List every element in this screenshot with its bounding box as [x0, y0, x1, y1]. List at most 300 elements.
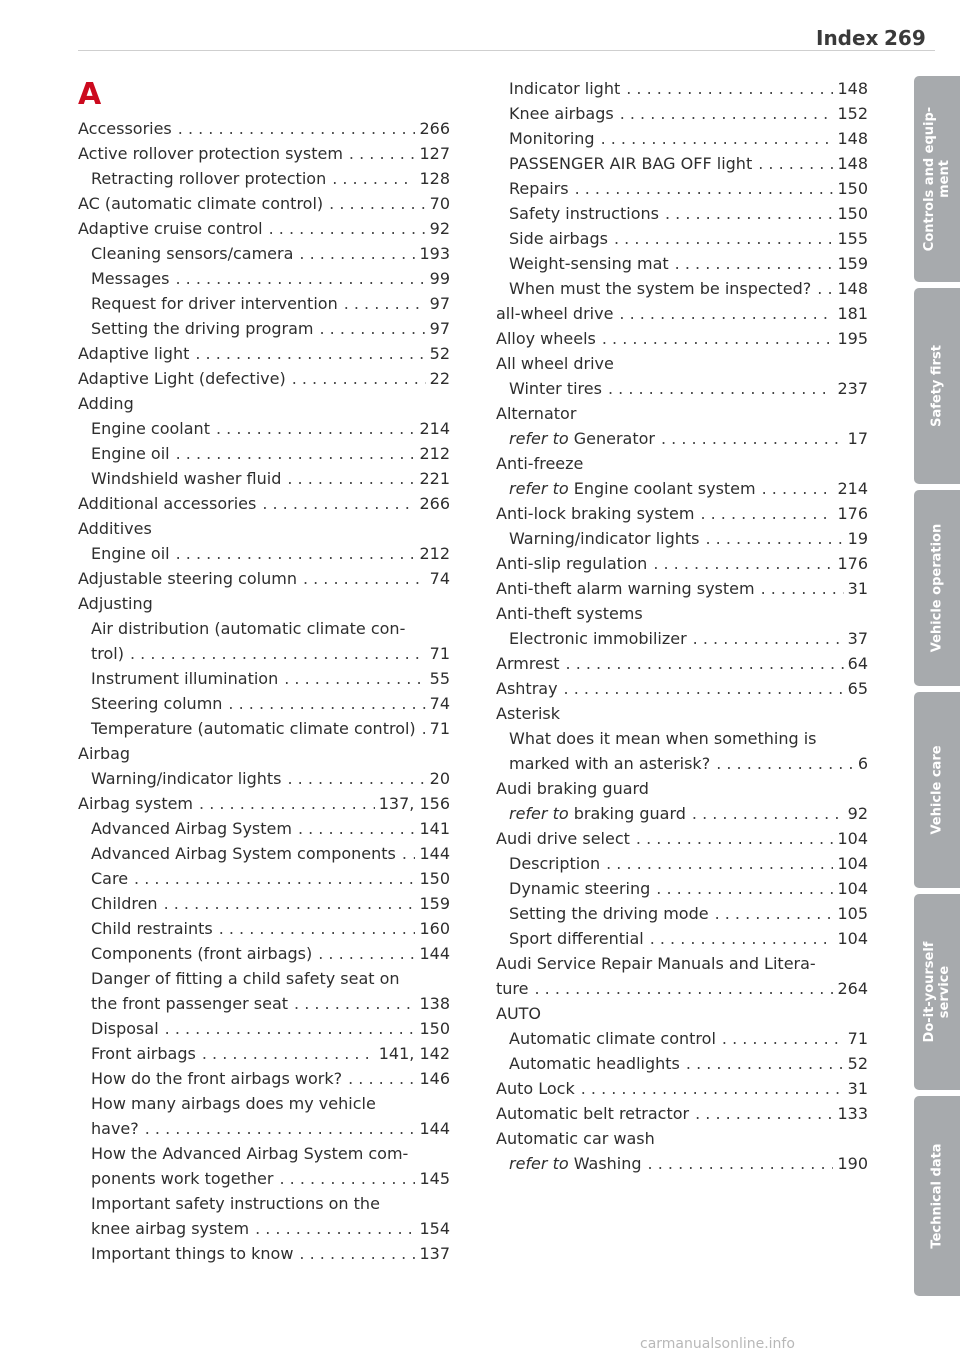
entry-pages: 221 — [419, 469, 450, 488]
index-entry — [78, 966, 450, 991]
entry-label: Alternator — [496, 404, 577, 423]
index-entry — [496, 151, 868, 176]
entry-pages: 92 — [429, 219, 450, 238]
refer-to-text: refer to — [509, 804, 569, 823]
index-entry — [78, 1066, 450, 1091]
leader-dots — [299, 241, 415, 266]
index-entry — [496, 1101, 868, 1126]
entry-pages: 128 — [419, 169, 450, 188]
index-entry — [496, 126, 868, 151]
entry-pages: 214 — [419, 419, 450, 438]
entry-pages: 22 — [429, 369, 450, 388]
leader-dots — [298, 816, 416, 841]
index-entry — [496, 901, 868, 926]
entry-pages: 154 — [419, 1219, 450, 1238]
entry-label: Adaptive light — [78, 344, 190, 363]
index-entry — [78, 541, 450, 566]
entry-label: Safety instructions — [509, 204, 659, 223]
entry-label: marked with an asterisk? — [509, 754, 711, 773]
entry-pages: 193 — [419, 244, 450, 263]
index-entry — [78, 1141, 450, 1166]
leader-dots — [695, 1101, 833, 1126]
index-entry — [78, 291, 450, 316]
entry-label: Messages — [91, 269, 170, 288]
entry-pages: 17 — [847, 429, 868, 448]
entry-pages: 150 — [837, 204, 868, 223]
index-entry — [496, 826, 868, 851]
leader-dots — [650, 926, 834, 951]
entry-pages: 141 — [419, 819, 450, 838]
entry-label: Anti-theft systems — [496, 604, 643, 623]
index-entry — [496, 426, 868, 451]
entry-label: Advanced Airbag System components — [91, 844, 396, 863]
leader-dots — [762, 476, 834, 501]
entry-label: Auto Lock — [496, 1079, 575, 1098]
leader-dots — [332, 166, 415, 191]
leader-dots — [601, 126, 834, 151]
leader-dots — [606, 851, 833, 876]
entry-label: Retracting rollover protection — [91, 169, 327, 188]
index-entry — [496, 351, 868, 376]
entry-label: Weight-sensing mat — [509, 254, 669, 273]
entry-pages: 159 — [837, 254, 868, 273]
entry-label: Armrest — [496, 654, 560, 673]
leader-dots — [636, 826, 834, 851]
entry-label: Disposal — [91, 1019, 159, 1038]
entry-label: Alloy wheels — [496, 329, 596, 348]
entry-pages: 160 — [419, 919, 450, 938]
index-entry — [78, 341, 450, 366]
entry-label: Front airbags — [91, 1044, 196, 1063]
entry-pages: 190 — [837, 1154, 868, 1173]
entry-pages: 6 — [857, 754, 868, 773]
leader-dots — [176, 541, 416, 566]
entry-label: all-wheel drive — [496, 304, 614, 323]
entry-pages: 195 — [837, 329, 868, 348]
index-entry — [496, 1051, 868, 1076]
index-entry — [496, 501, 868, 526]
index-entry — [78, 591, 450, 616]
entry-label: Additional accessories — [78, 494, 257, 513]
entry-label: Automatic belt retractor — [496, 1104, 690, 1123]
leader-dots — [692, 801, 844, 826]
entry-pages: 148 — [837, 154, 868, 173]
index-entry — [78, 1041, 450, 1066]
entry-label: trol) — [91, 644, 124, 663]
leader-dots — [202, 1041, 375, 1066]
leader-dots — [175, 266, 425, 291]
entry-label: What does it mean when something is — [509, 729, 817, 748]
chapter-tab-label: Controls and equip- ment — [922, 106, 952, 252]
index-entry — [496, 876, 868, 901]
entry-label: Accessories — [78, 119, 172, 138]
running-header-title: Index — [816, 26, 879, 50]
index-entry — [496, 701, 868, 726]
index-column-left — [78, 116, 450, 1266]
index-entry — [496, 551, 868, 576]
entry-label: Setting the driving mode — [509, 904, 709, 923]
leader-dots — [686, 1051, 844, 1076]
index-entry — [496, 626, 868, 651]
entry-pages: 52 — [429, 344, 450, 363]
index-entry — [78, 466, 450, 491]
entry-pages: 52 — [847, 1054, 868, 1073]
index-entry — [78, 1241, 450, 1266]
entry-pages: 159 — [419, 894, 450, 913]
entry-label: Monitoring — [509, 129, 595, 148]
index-entry — [496, 751, 868, 776]
index-entry — [78, 816, 450, 841]
leader-dots — [145, 1116, 416, 1141]
index-entry — [78, 616, 450, 641]
entry-label: Audi drive select — [496, 829, 630, 848]
leader-dots — [402, 841, 416, 866]
entry-pages: 138 — [419, 994, 450, 1013]
entry-label: Indicator light — [509, 79, 621, 98]
leader-dots — [262, 491, 415, 516]
leader-dots — [693, 626, 844, 651]
entry-label: Sport differential — [509, 929, 644, 948]
index-entry — [78, 491, 450, 516]
entry-target: Washing — [573, 1154, 642, 1173]
entry-pages: 104 — [837, 829, 868, 848]
index-entry — [78, 1166, 450, 1191]
leader-dots — [566, 651, 844, 676]
section-letter: A — [78, 77, 102, 112]
refer-to-text: refer to — [509, 1154, 569, 1173]
entry-label: ture — [496, 979, 529, 998]
leader-dots — [344, 291, 426, 316]
entry-label: Engine coolant — [91, 419, 210, 438]
entry-label: Advanced Airbag System — [91, 819, 292, 838]
leader-dots — [219, 916, 416, 941]
entry-pages: 74 — [429, 569, 450, 588]
index-entry — [496, 526, 868, 551]
entry-label: Anti-lock braking system — [496, 504, 695, 523]
index-entry — [78, 516, 450, 541]
entry-pages: 64 — [847, 654, 868, 673]
leader-dots — [284, 666, 425, 691]
entry-label: the front passenger seat — [91, 994, 289, 1013]
entry-pages: 212 — [419, 444, 450, 463]
index-entry — [496, 776, 868, 801]
index-entry — [496, 476, 868, 501]
index-entry — [78, 941, 450, 966]
index-entry — [496, 176, 868, 201]
entry-label: AUTO — [496, 1004, 542, 1023]
index-entry — [78, 916, 450, 941]
entry-pages: 133 — [837, 1104, 868, 1123]
entry-pages: 104 — [837, 879, 868, 898]
index-entry — [496, 801, 868, 826]
index-entry — [496, 1001, 868, 1026]
refer-to-text: refer to — [509, 479, 569, 498]
entry-pages: 74 — [429, 694, 450, 713]
leader-dots — [422, 716, 426, 741]
entry-pages: 212 — [419, 544, 450, 563]
chapter-tab[interactable] — [914, 76, 960, 282]
index-entry — [496, 401, 868, 426]
entry-label: Warning/indicator lights — [91, 769, 282, 788]
header-rule — [78, 50, 935, 51]
entry-pages: 71 — [847, 1029, 868, 1048]
index-entry — [496, 201, 868, 226]
index-entry — [78, 166, 450, 191]
entry-label: Instrument illumination — [91, 669, 279, 688]
leader-dots — [661, 426, 844, 451]
chapter-tab-label: Vehicle care — [929, 745, 945, 835]
entry-pages: 97 — [429, 294, 450, 313]
index-entry — [496, 1126, 868, 1151]
index-entry — [78, 791, 450, 816]
entry-pages: 71 — [429, 644, 450, 663]
leader-dots — [581, 1076, 844, 1101]
index-entry — [78, 141, 450, 166]
entry-label — [509, 476, 756, 501]
entry-pages: 99 — [429, 269, 450, 288]
index-entry — [78, 191, 450, 216]
leader-dots — [292, 366, 426, 391]
entry-label — [509, 426, 655, 451]
entry-label: Ashtray — [496, 679, 558, 698]
entry-label: Engine oil — [91, 444, 170, 463]
entry-target: Generator — [573, 429, 655, 448]
index-entry — [78, 641, 450, 666]
leader-dots — [165, 1016, 416, 1041]
leader-dots — [303, 566, 426, 591]
entry-pages: 155 — [837, 229, 868, 248]
leader-dots — [176, 441, 416, 466]
leader-dots — [722, 1026, 844, 1051]
entry-label: Automatic headlights — [509, 1054, 680, 1073]
index-entry — [496, 926, 868, 951]
index-entry — [78, 366, 450, 391]
entry-pages: 141, 142 — [378, 1044, 450, 1063]
leader-dots — [320, 316, 426, 341]
entry-label: Components (front airbags) — [91, 944, 313, 963]
entry-pages: 104 — [837, 854, 868, 873]
index-entry — [78, 416, 450, 441]
index-entry — [78, 441, 450, 466]
leader-dots — [675, 251, 834, 276]
entry-pages: 31 — [847, 1079, 868, 1098]
entry-label: All wheel drive — [496, 354, 614, 373]
leader-dots — [216, 416, 415, 441]
index-entry — [78, 266, 450, 291]
entry-label: How do the front airbags work? — [91, 1069, 343, 1088]
index-entry — [496, 276, 868, 301]
index-entry — [78, 391, 450, 416]
entry-label: Setting the driving program — [91, 319, 314, 338]
entry-pages: 148 — [837, 79, 868, 98]
refer-to-text: refer to — [509, 429, 569, 448]
entry-pages: 150 — [419, 869, 450, 888]
chapter-tab[interactable] — [914, 894, 960, 1090]
entry-label: Electronic immobilizer — [509, 629, 687, 648]
entry-label: Adding — [78, 394, 134, 413]
index-entry — [496, 326, 868, 351]
index-entry — [496, 726, 868, 751]
index-column-right — [496, 76, 868, 1176]
index-entry — [78, 666, 450, 691]
entry-pages: 65 — [847, 679, 868, 698]
index-entry — [78, 1216, 450, 1241]
entry-label — [509, 1151, 642, 1176]
entry-label: Repairs — [509, 179, 569, 198]
entry-pages: 266 — [419, 119, 450, 138]
entry-pages: 37 — [847, 629, 868, 648]
leader-dots — [656, 876, 833, 901]
chapter-tab[interactable] — [914, 692, 960, 888]
leader-dots — [761, 576, 844, 601]
chapter-tab[interactable] — [914, 1096, 960, 1296]
entry-label: Winter tires — [509, 379, 602, 398]
leader-dots — [134, 866, 415, 891]
index-entry — [78, 241, 450, 266]
entry-label: Care — [91, 869, 129, 888]
entry-pages: 150 — [419, 1019, 450, 1038]
entry-label: Automatic car wash — [496, 1129, 655, 1148]
leader-dots — [349, 141, 416, 166]
leader-dots — [130, 641, 426, 666]
leader-dots — [575, 176, 834, 201]
entry-label: Audi braking guard — [496, 779, 649, 798]
index-entry — [78, 741, 450, 766]
entry-label: How many airbags does my vehicle — [91, 1094, 376, 1113]
index-entry — [496, 226, 868, 251]
entry-pages: 97 — [429, 319, 450, 338]
entry-pages: 55 — [429, 669, 450, 688]
leader-dots — [602, 326, 834, 351]
entry-label: Adaptive cruise control — [78, 219, 263, 238]
leader-dots — [294, 991, 415, 1016]
chapter-tab-label: Do-it-yourself service — [922, 941, 952, 1043]
chapter-tab[interactable] — [914, 490, 960, 686]
chapter-tab-label: Technical data — [929, 1143, 945, 1249]
entry-pages: 71 — [429, 719, 450, 738]
index-entry — [496, 1026, 868, 1051]
leader-dots — [653, 551, 833, 576]
entry-label: Child restraints — [91, 919, 213, 938]
leader-dots — [255, 1216, 415, 1241]
index-entry — [496, 676, 868, 701]
leader-dots — [199, 791, 375, 816]
chapter-tab[interactable] — [914, 288, 960, 484]
entry-pages: 144 — [419, 844, 450, 863]
leader-dots — [619, 301, 833, 326]
index-entry — [78, 566, 450, 591]
entry-pages: 105 — [837, 904, 868, 923]
entry-label: Important things to know — [91, 1244, 294, 1263]
entry-label: Active rollover protection system — [78, 144, 343, 163]
entry-label: Adjustable steering column — [78, 569, 297, 588]
entry-label: Adaptive Light (defective) — [78, 369, 286, 388]
entry-pages: 148 — [837, 279, 868, 298]
entry-label: Warning/indicator lights — [509, 529, 700, 548]
index-entry — [78, 766, 450, 791]
leader-dots — [299, 1241, 415, 1266]
entry-pages: 137 — [419, 1244, 450, 1263]
entry-label: Description — [509, 854, 601, 873]
leader-dots — [564, 676, 844, 701]
index-entry — [78, 891, 450, 916]
leader-dots — [279, 1166, 415, 1191]
entry-label — [509, 801, 686, 826]
entry-label: AC (automatic climate control) — [78, 194, 324, 213]
entry-pages: 144 — [419, 1119, 450, 1138]
index-entry — [78, 716, 450, 741]
index-entry — [78, 866, 450, 891]
entry-label: Windshield washer fluid — [91, 469, 282, 488]
page-number: 269 — [884, 26, 926, 50]
entry-label: Audi Service Repair Manuals and Litera- — [496, 954, 816, 973]
entry-target: braking guard — [573, 804, 686, 823]
leader-dots — [758, 151, 833, 176]
index-entry — [496, 101, 868, 126]
leader-dots — [608, 376, 833, 401]
entry-pages: 181 — [837, 304, 868, 323]
index-entry — [496, 301, 868, 326]
index-entry — [496, 251, 868, 276]
leader-dots — [817, 276, 833, 301]
index-entry — [496, 576, 868, 601]
entry-label: Dynamic steering — [509, 879, 651, 898]
entry-pages: 92 — [847, 804, 868, 823]
entry-pages: 152 — [837, 104, 868, 123]
entry-pages: 104 — [837, 929, 868, 948]
leader-dots — [715, 901, 834, 926]
index-entry — [496, 76, 868, 101]
entry-label: Air distribution (automatic climate con- — [91, 619, 406, 638]
index-entry — [78, 1116, 450, 1141]
index-entry — [78, 991, 450, 1016]
entry-label: Request for driver intervention — [91, 294, 338, 313]
leader-dots — [705, 526, 843, 551]
entry-pages: 146 — [419, 1069, 450, 1088]
leader-dots — [195, 341, 425, 366]
entry-pages: 176 — [837, 504, 868, 523]
leader-dots — [620, 101, 834, 126]
index-entry — [78, 216, 450, 241]
leader-dots — [178, 116, 416, 141]
chapter-tab-label: Vehicle operation — [929, 523, 945, 653]
entry-label: Temperature (automatic climate control) — [91, 719, 416, 738]
entry-pages: 144 — [419, 944, 450, 963]
entry-pages: 264 — [837, 979, 868, 998]
entry-pages: 176 — [837, 554, 868, 573]
entry-label: Airbag system — [78, 794, 194, 813]
chapter-tab-label: Safety first — [929, 345, 945, 427]
entry-label: Automatic climate control — [509, 1029, 716, 1048]
entry-label: Children — [91, 894, 158, 913]
entry-label: Engine oil — [91, 544, 170, 563]
leader-dots — [228, 691, 425, 716]
index-entry — [496, 1076, 868, 1101]
entry-label: Danger of fitting a child safety seat on — [91, 969, 400, 988]
leader-dots — [665, 201, 833, 226]
entry-label: Additives — [78, 519, 152, 538]
entry-label: Knee airbags — [509, 104, 614, 123]
index-entry — [78, 1191, 450, 1216]
leader-dots — [534, 976, 833, 1001]
entry-label: Cleaning sensors/camera — [91, 244, 294, 263]
entry-pages: 214 — [837, 479, 868, 498]
leader-dots — [700, 501, 833, 526]
entry-pages: 127 — [419, 144, 450, 163]
index-entry — [78, 116, 450, 141]
entry-label: Asterisk — [496, 704, 561, 723]
index-entry — [496, 851, 868, 876]
